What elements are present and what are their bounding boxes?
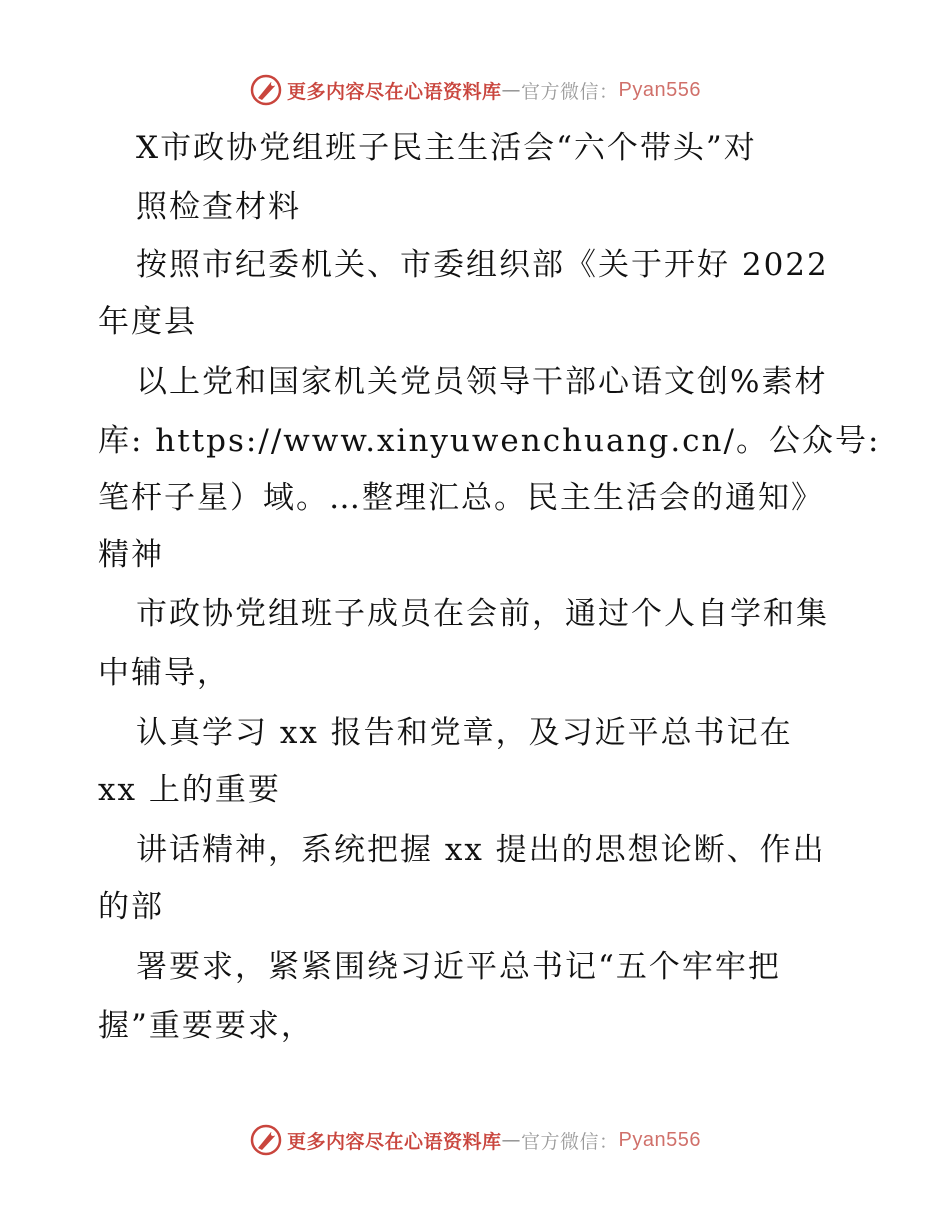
doc-line: 中辅导， [98, 655, 230, 691]
pen-logo-icon [249, 1123, 283, 1157]
banner-dash: — [501, 1129, 522, 1151]
doc-line: 以上党和国家机关党员领导干部心语文创%素材 [136, 364, 828, 400]
doc-line: 讲话精神，系统把握 xx 提出的思想论断、作出 [136, 832, 826, 868]
doc-title-line-1: X市政协党组班子民主生活会“六个带头”对 [136, 130, 757, 166]
banner-wechat-id: Pyan556 [618, 78, 701, 101]
doc-line: 笔杆子星）域。…整理汇总。民主生活会的通知》 [98, 480, 824, 516]
doc-title-line-2: 照检查材料 [136, 189, 301, 225]
doc-line: 署要求，紧紧围绕习近平总书记“五个牢牢把 [136, 949, 781, 985]
banner-wechat-label: 官方微信： [521, 80, 619, 103]
banner-wechat-label: 官方微信： [521, 1130, 619, 1153]
footer-banner [0, 1120, 950, 1160]
doc-line: 按照市纪委机关、市委组织部《关于开好 2022 [136, 247, 829, 283]
banner-library-text: 更多内容尽在心语资料库 [287, 1130, 502, 1153]
doc-line: 市政协党组班子成员在会前，通过个人自学和集 [136, 596, 829, 632]
doc-line: 握”重要要求， [98, 1008, 314, 1044]
banner-dash: — [501, 79, 522, 101]
pen-logo-icon [249, 73, 283, 107]
banner-library-text: 更多内容尽在心语资料库 [287, 80, 502, 103]
doc-line: 年度县 [98, 304, 197, 340]
doc-line: 精神 [98, 537, 164, 573]
doc-line: 认真学习 xx 报告和党章，及习近平总书记在 [136, 715, 793, 751]
doc-line: xx 上的重要 [98, 772, 281, 808]
header-banner [0, 70, 950, 110]
doc-line: 的部 [98, 889, 164, 925]
doc-line: 库: https://www.xinyuwenchuang.cn/。公众号: [98, 423, 881, 459]
banner-wechat-id: Pyan556 [618, 1128, 701, 1151]
